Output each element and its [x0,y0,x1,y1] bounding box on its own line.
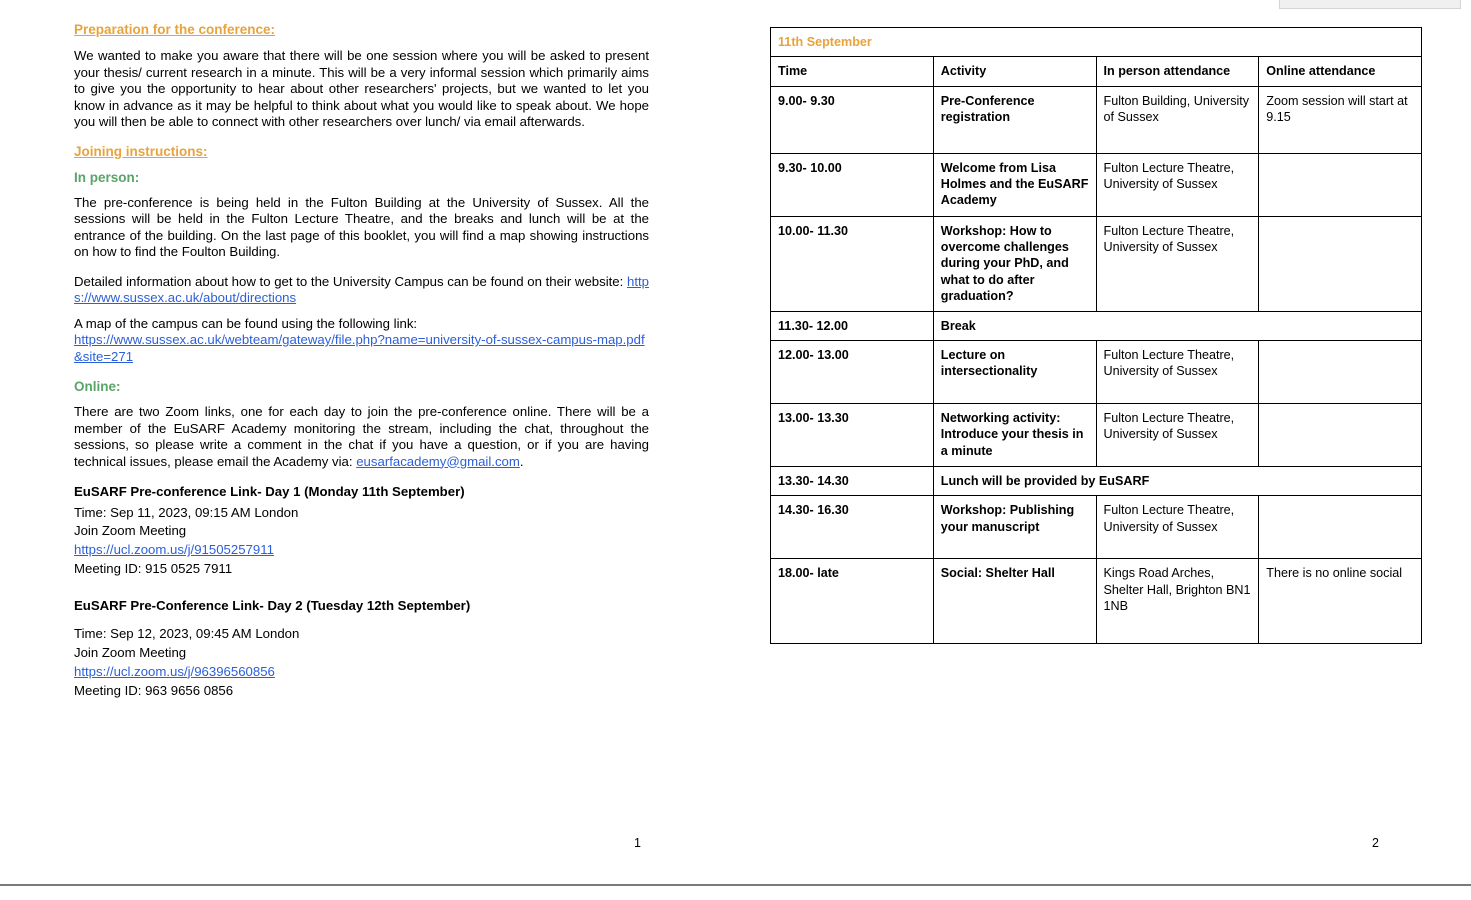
row-activity: Pre-Conference registration [933,86,1096,153]
campus-map-paragraph [74,316,649,366]
schedule-date: 11th September [771,28,1422,57]
row-online [1259,496,1422,559]
academy-email-link[interactable]: eusarfacademy@gmail.com [356,453,520,469]
row-activity: Welcome from Lisa Holmes and the EuSARF Academy [933,153,1096,216]
zoom-day1-block [74,483,649,579]
zoom-day2-join: Join Zoom Meeting [74,645,187,661]
row-time: 11.30- 12.00 [771,311,934,340]
row-in-person: Fulton Lecture Theatre, University of Sussex [1096,403,1259,466]
zoom-day1-meeting-id: Meeting ID: 915 0525 7911 [74,560,233,576]
directions-text: Detailed information about how to get to the University Campus can be found on their website: [74,273,627,289]
online-text: There are two Zoom links, one for each day to join the pre-conference online. There will be a member of the EuSARF Academy monitoring the stream, including the chat, throughout the sessions, so please write a comment in the chat if you have a question, or if you are having technical issues, please email the Academy via: [74,404,649,469]
table-row [771,559,1422,644]
table-row [771,311,1422,340]
zoom-day1-join: Join Zoom Meeting [74,523,187,539]
online-heading: Online: [74,379,121,394]
window-edge-stub [1279,0,1461,9]
row-online: There is no online social [1259,559,1422,644]
row-in-person: Fulton Lecture Theatre, University of Sussex [1096,216,1259,311]
row-online [1259,340,1422,403]
column-header-time: Time [771,57,934,86]
row-time: 14.30- 16.30 [771,496,934,559]
campus-map-text: A map of the campus can be found using the following link: [74,315,418,331]
table-date-row [771,28,1422,57]
table-row [771,340,1422,403]
row-time: 10.00- 11.30 [771,216,934,311]
right-page-content [770,27,1422,644]
joining-instructions-heading: Joining instructions: [74,143,208,159]
zoom-day2-link[interactable]: https://ucl.zoom.us/j/96396560856 [74,663,275,679]
zoom-day1-link[interactable]: https://ucl.zoom.us/j/91505257911 [74,542,274,558]
row-time: 9.00- 9.30 [771,86,934,153]
row-activity: Workshop: How to overcome challenges during your PhD, and what to do after graduation? [933,216,1096,311]
row-time: 18.00- late [771,559,934,644]
schedule-table [770,27,1422,644]
row-time: 9.30- 10.00 [771,153,934,216]
zoom-day2-meeting-id: Meeting ID: 963 9656 0856 [74,682,234,698]
row-online [1259,216,1422,311]
row-activity: Networking activity: Introduce your thesis in a minute [933,403,1096,466]
row-activity: Lunch will be provided by EuSARF [933,466,1421,495]
table-header-row [771,57,1422,86]
table-row [771,153,1422,216]
zoom-day1-time: Time: Sep 11, 2023, 09:15 AM London [74,504,299,520]
column-header-in-person: In person attendance [1096,57,1259,86]
zoom-day2-title: EuSARF Pre-Conference Link- Day 2 (Tuesday 12th September) [74,597,471,613]
column-header-activity: Activity [933,57,1096,86]
row-activity: Workshop: Publishing your manuscript [933,496,1096,559]
row-activity: Lecture on intersectionality [933,340,1096,403]
directions-paragraph [74,274,649,307]
preparation-heading: Preparation for the conference: [74,22,276,37]
column-header-online: Online attendance [1259,57,1422,86]
row-time: 12.00- 13.00 [771,340,934,403]
row-in-person: Fulton Lecture Theatre, University of Sussex [1096,496,1259,559]
row-time: 13.00- 13.30 [771,403,934,466]
zoom-day2-time: Time: Sep 12, 2023, 09:45 AM London [74,626,300,642]
online-text-end: . [519,453,524,469]
zoom-day2-block [74,597,649,701]
spacer [74,589,649,597]
window-bottom-bar [0,884,1471,900]
page-number-left: 1 [634,836,641,850]
page-number-right: 2 [1372,836,1379,850]
row-in-person: Fulton Lecture Theatre, University of Sussex [1096,340,1259,403]
row-online [1259,153,1422,216]
table-row [771,496,1422,559]
row-in-person: Fulton Building, University of Sussex [1096,86,1259,153]
left-page-content [74,22,649,710]
table-row [771,403,1422,466]
in-person-paragraph: The pre-conference is being held in the Fulton Building at the University of Sussex. All the sessions will be held in the Fulton Lecture Theatre, and the breaks and lunch will be at the entrance of the building. On the last page of this booklet, you will find a map showing instructions on how to find the Foulton Building. [74,194,649,259]
row-in-person: Kings Road Arches, Shelter Hall, Brighton BN1 1NB [1096,559,1259,644]
table-row [771,466,1422,495]
table-row [771,216,1422,311]
row-online [1259,403,1422,466]
in-person-heading: In person: [74,169,140,185]
spacer-2 [74,617,649,625]
row-in-person: Fulton Lecture Theatre, University of Sussex [1096,153,1259,216]
table-row [771,86,1422,153]
zoom-day1-title: EuSARF Pre-conference Link- Day 1 (Monday 11th September) [74,484,465,499]
campus-map-link[interactable]: https://www.sussex.ac.uk/webteam/gateway/file.php?name=university-of-sussex-campus-map.pdf&site=271 [74,332,645,364]
row-activity: Social: Shelter Hall [933,559,1096,644]
row-time: 13.30- 14.30 [771,466,934,495]
row-online: Zoom session will start at 9.15 [1259,86,1422,153]
directions-link[interactable]: https://www.sussex.ac.uk/about/directions [74,273,649,305]
preparation-paragraph: We wanted to make you aware that there will be one session where you will be asked to present your thesis/ current research in a minute. This will be a very informal session which primarily aims to give you the opportunity to hear about other researchers' projects, but we wanted to let you know in advance as it may be helpful to think about what you would like to speak about. We hope you will then be able to connect with other researchers over lunch/ via email afterwards. [74,48,649,129]
row-activity: Break [933,311,1421,340]
online-paragraph [74,404,649,470]
